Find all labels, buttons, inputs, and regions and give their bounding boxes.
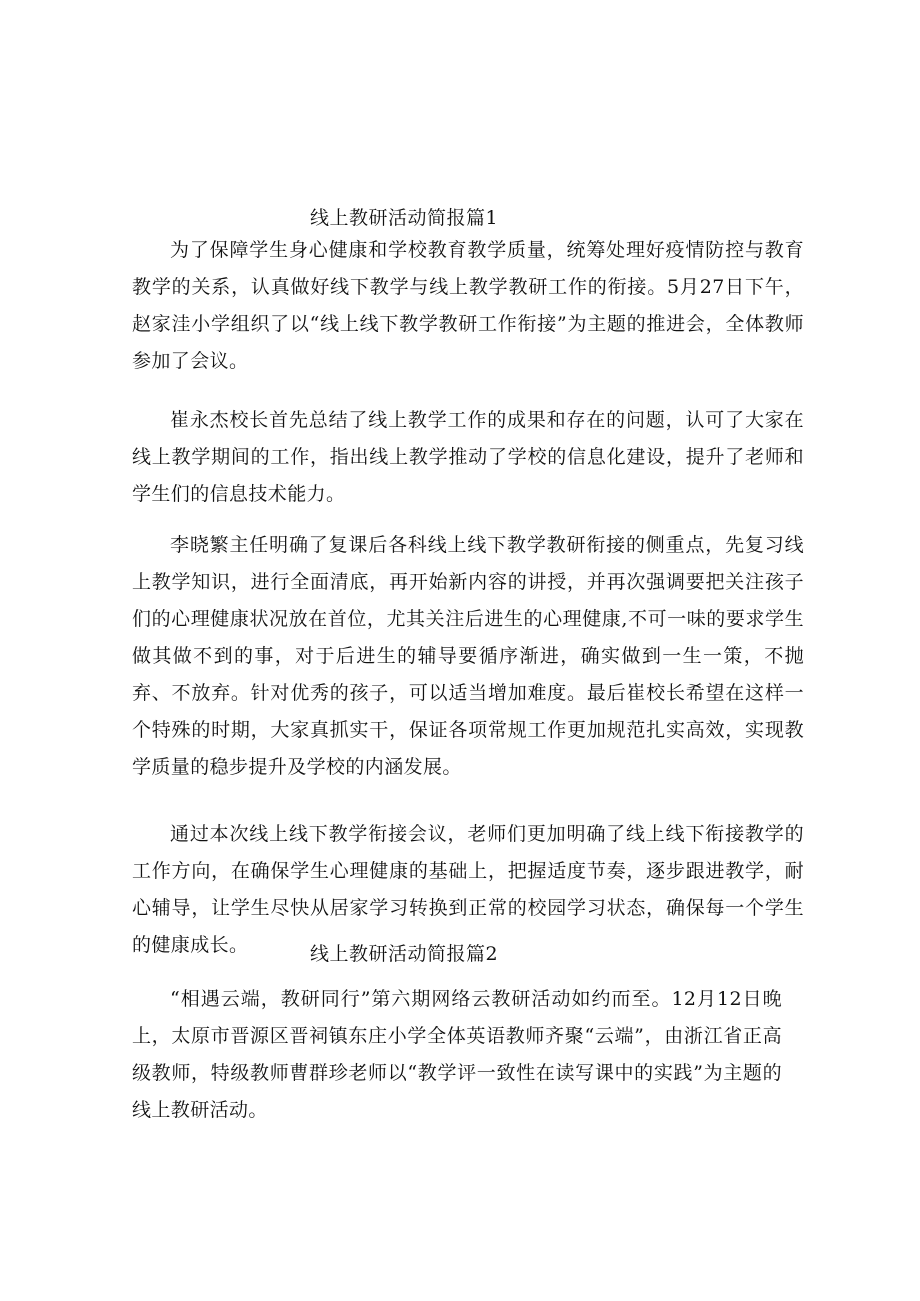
section-2-title: 线上教研活动简报篇2 <box>310 943 499 965</box>
section-1-paragraph-4: 通过本次线上线下教学衔接会议，老师们更加明确了线上线下衔接教学的工作方向，在确保学生心理健康的基础上，把握适度节奏，逐步跟进教学，耐心辅导，让学生尽快从居家学习转换到正常的校园学习状态，确保每一个学生的健康成长。 <box>132 823 804 956</box>
section-1-paragraph-2: 崔永杰校长首先总结了线上教学工作的成果和存在的问题，认可了大家在线上教学期间的工作，指出线上教学推动了学校的信息化建设，提升了老师和学生们的信息技术能力。 <box>132 409 804 505</box>
section-1-paragraph-3: 李晓繁主任明确了复课后各科线上线下教学教研衔接的侧重点，先复习线上教学知识，进行全面清底，再开始新内容的讲授，并再次强调要把关注孩子们的心理健康状况放在首位，尤其关注后进生的心理健康,不可一味的要求学生做其做不到的事，对于后进生的辅导要循序渐进，确实做到一生一策，不抛弃、不放弃。针对优秀的孩子，可以适当增加难度。最后崔校长希望在这样一个特殊的时期，大家真抓实干，保证各项常规工作更加规范扎实高效，实现教学质量的稳步提升及学校的内涵发展。 <box>132 534 804 778</box>
section-1-paragraph-1: 为了保障学生身心健康和学校教育教学质量，统筹处理好疫情防控与教育教学的关系，认真做好线下教学与线上教学教研工作的衔接。5月27日下午，赵家洼小学组织了以“线上线下教学教研工作衔接”为主题的推进会，全体教师参加了会议。 <box>132 239 804 372</box>
section-1-title: 线上教研活动简报篇1 <box>310 207 499 229</box>
section-2-paragraph-1: “相遇云端，教研同行”第六期网络云教研活动如约而至。12月12日晚上，太原市晋源区晋祠镇东庄小学全体英语教师齐聚“云端”，由浙江省正高级教师，特级教师曹群珍老师以“教学评一致性在读写课中的实践”为主题的线上教研活动。 <box>132 988 782 1121</box>
